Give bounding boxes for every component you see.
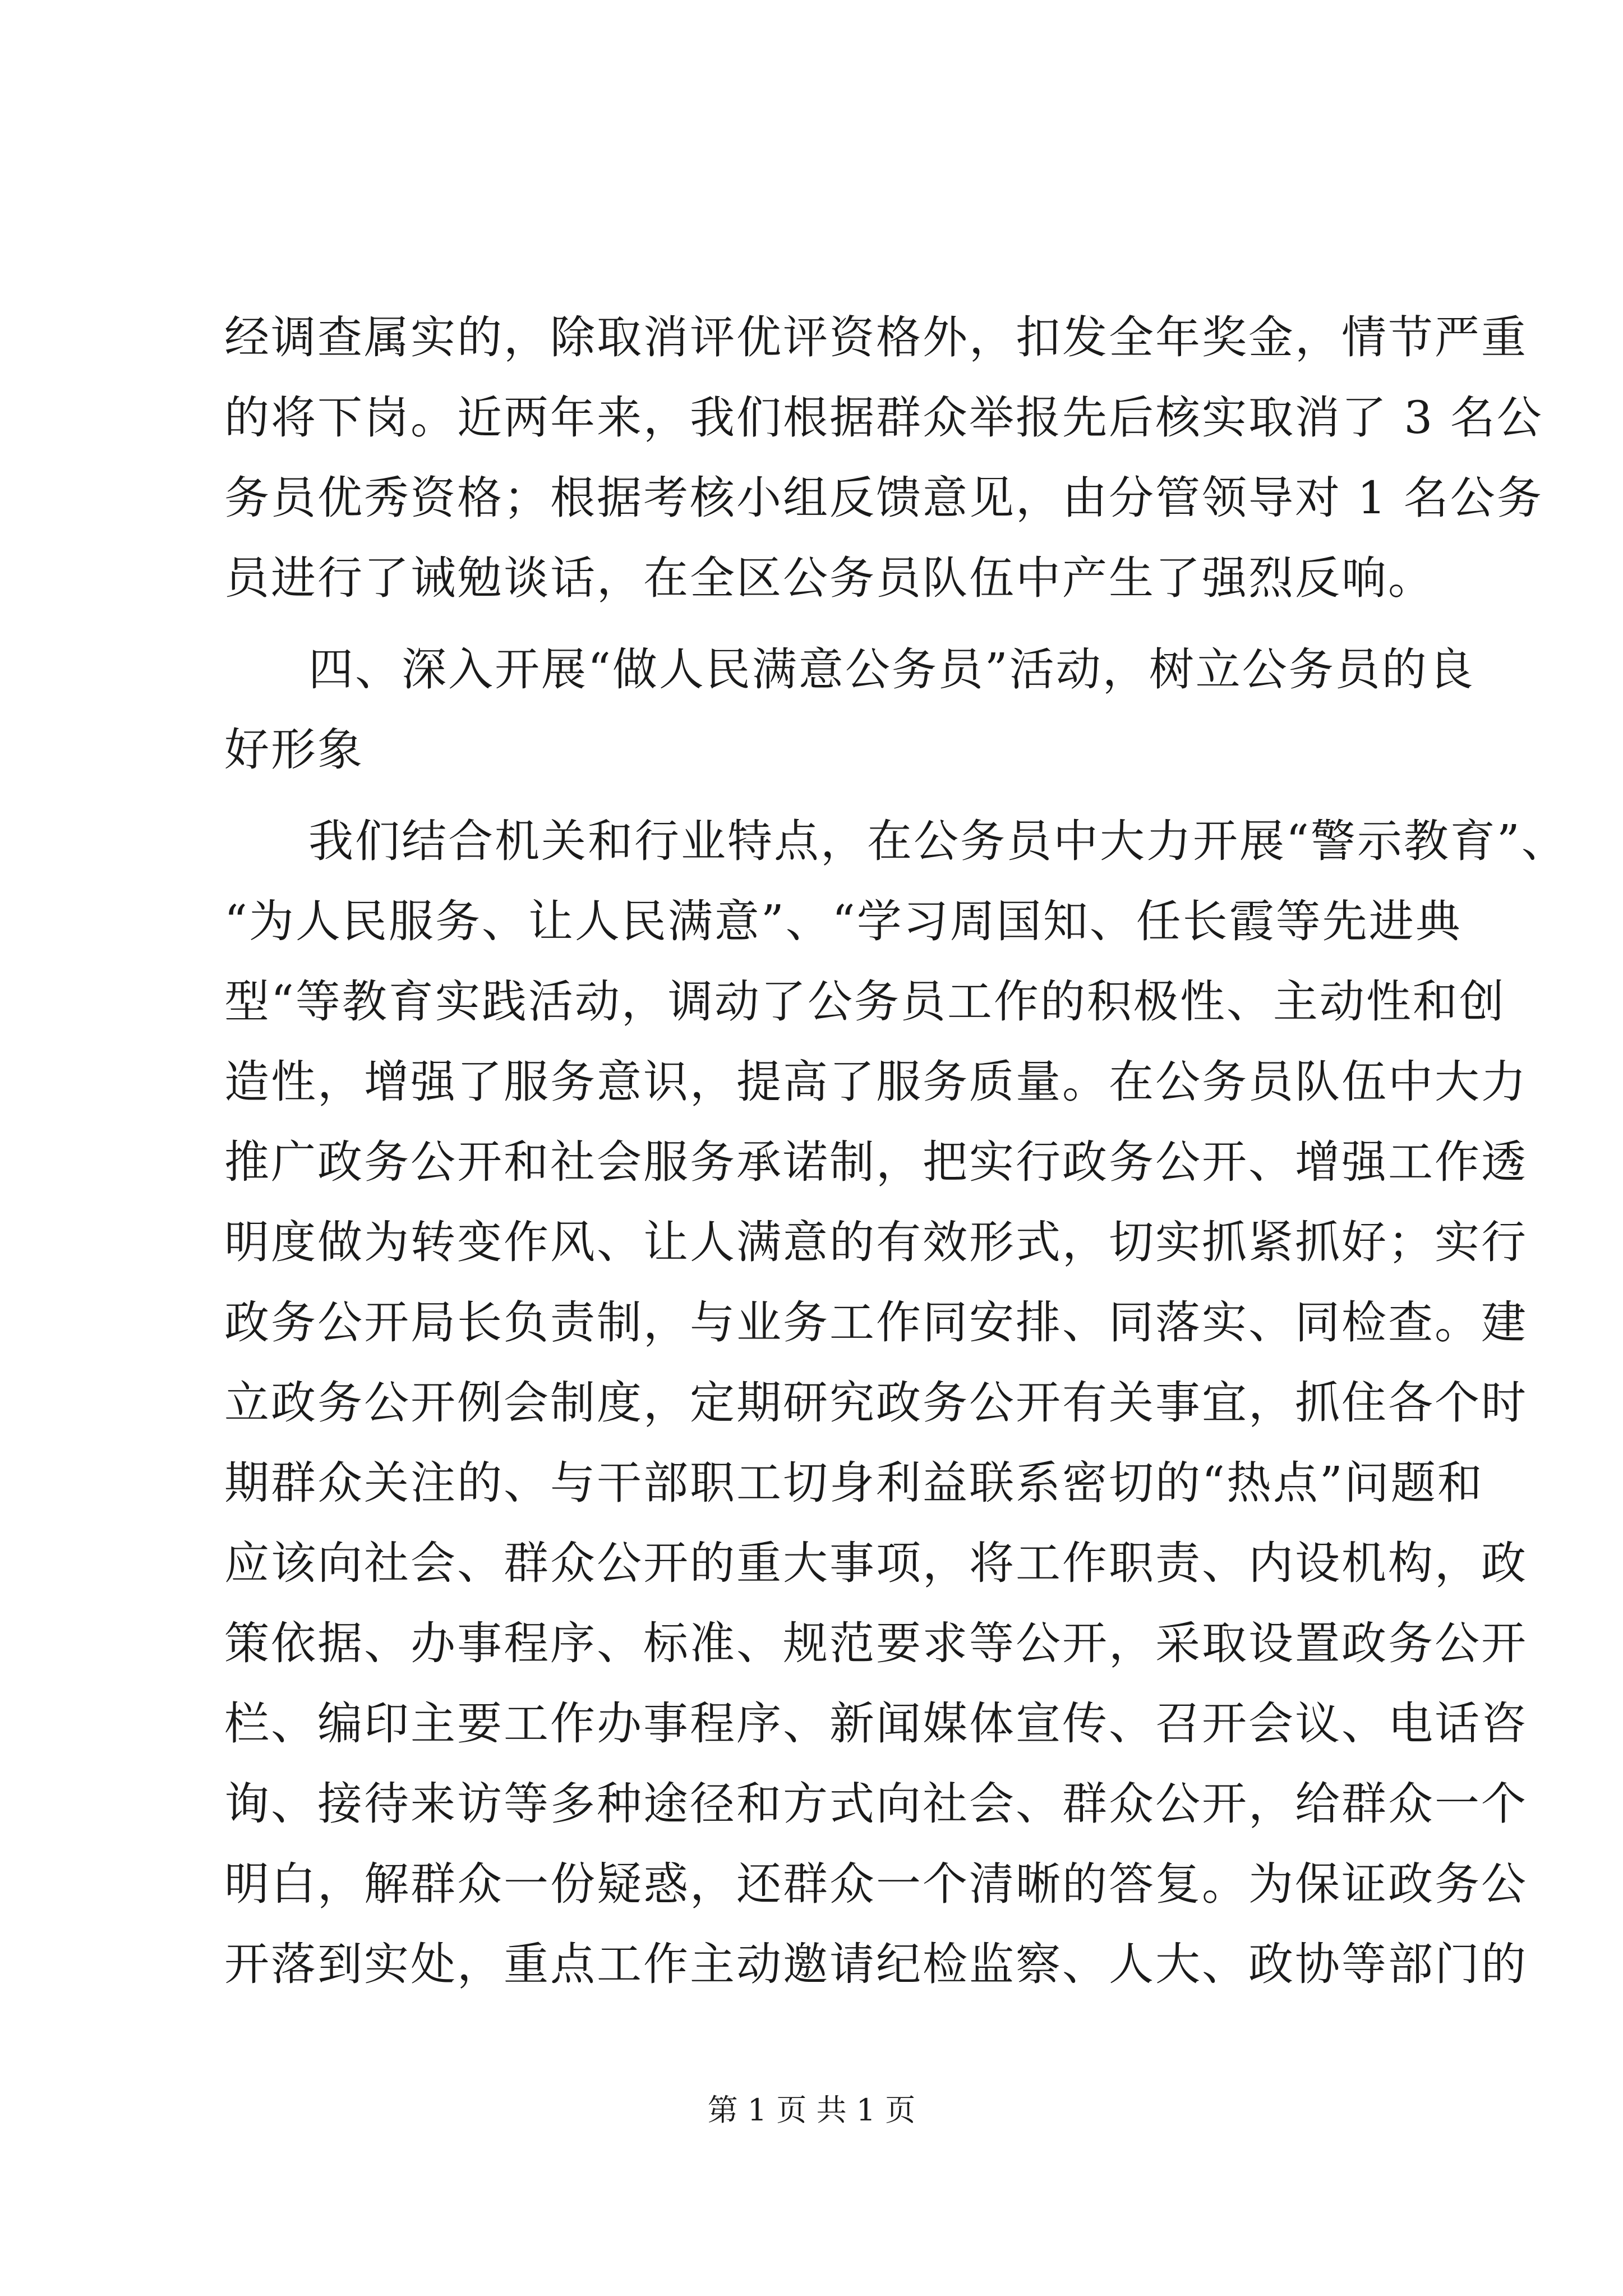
text-line: 策依据、办事程序、标准、规范要求等公开，采取设置政务公开 xyxy=(224,1617,1528,1669)
text-line: 造性，增强了服务意识，提高了服务质量。在公务员队伍中大力 xyxy=(224,1056,1528,1108)
text-line: 推广政务公开和社会服务承诺制，把实行政务公开、增强工作透 xyxy=(224,1136,1528,1188)
text-line: 我们结合机关和行业特点，在公务员中大力开展“警示教育”、 xyxy=(308,815,1568,867)
text-line: 应该向社会、群众公开的重大事项，将工作职责、内设机构，政 xyxy=(224,1537,1528,1589)
text-line: 立政务公开例会制度，定期研究政务公开有关事宜，抓住各个时 xyxy=(224,1377,1528,1429)
text-line: 的将下岗。近两年来，我们根据群众举报先后核实取消了 3 名公 xyxy=(224,392,1543,444)
text-line: 询、接待来访等多种途径和方式向社会、群众公开，给群众一个 xyxy=(224,1778,1528,1830)
text-line: 员进行了诫勉谈话，在全区公务员队伍中产生了强烈反响。 xyxy=(224,552,1435,604)
text-line: 政务公开局长负责制，与业务工作同安排、同落实、同检查。建 xyxy=(224,1296,1528,1349)
text-line: 务员优秀资格；根据考核小组反馈意见，由分管领导对 1 名公务 xyxy=(224,472,1543,524)
document-body xyxy=(224,297,1568,2004)
text-line: 明白，解群众一份疑惑，还群众一个清晰的答复。为保证政务公 xyxy=(224,1858,1528,1910)
text-line: 型“等教育实践活动，调动了公务员工作的积极性、主动性和创 xyxy=(224,976,1506,1028)
section-heading-line: 四、深入开展“做人民满意公务员”活动，树立公务员的良 xyxy=(308,643,1475,696)
text-line: 明度做为转变作风、让人满意的有效形式，切实抓紧抓好；实行 xyxy=(224,1216,1528,1268)
text-line: 开落到实处，重点工作主动邀请纪检监察、人大、政协等部门的 xyxy=(224,1938,1528,1990)
text-line: 期群众关注的、与干部职工切身利益联系密切的“热点”问题和 xyxy=(224,1457,1484,1509)
page-number-footer: 第 1 页 共 1 页 xyxy=(707,2092,916,2128)
text-line: “为人民服务、让人民满意”、“学习周国知、任长霞等先进典 xyxy=(224,895,1462,947)
text-line: 经调查属实的，除取消评优评资格外，扣发全年奖金，情节严重 xyxy=(224,311,1528,364)
section-heading-line: 好形象 xyxy=(224,724,364,776)
text-line: 栏、编印主要工作办事程序、新闻媒体宣传、召开会议、电话咨 xyxy=(224,1697,1528,1750)
